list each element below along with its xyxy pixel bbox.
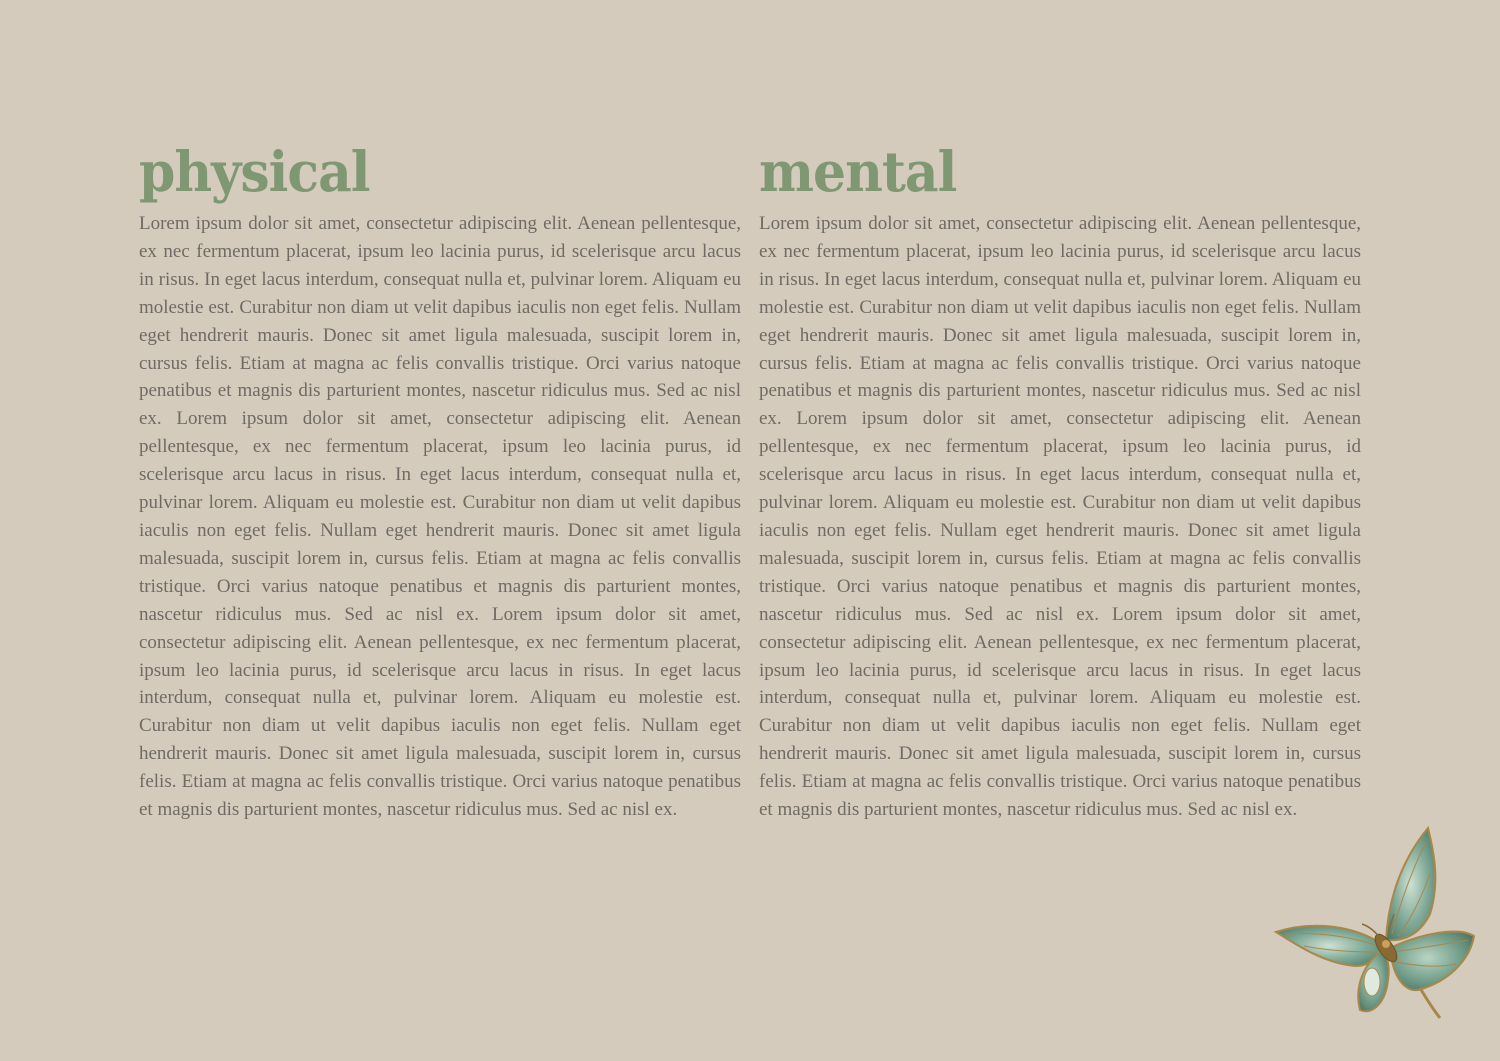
mental-heading: mental [759, 140, 957, 205]
physical-body-text: Lorem ipsum dolor sit amet, consectetur adipiscing elit. Aenean pellentesque, ex nec fermentum placerat, ipsum leo lacinia purus, id scelerisque arcu lacus in risus. In eget lacus interdum, consequat nulla et, pulvinar lorem. Aliquam eu molestie est. Curabitur non diam ut velit dapibus iaculis non eget felis. Nullam eget hendrerit mauris. Donec sit amet ligula malesuada, suscipit lorem in, cursus felis. Etiam at magna ac felis convallis tristique. Orci varius natoque penatibus et magnis dis parturient montes, nascetur ridiculus mus. Sed ac nisl ex. Lorem ipsum dolor sit amet, consectetur adipiscing elit. Aenean pellentesque, ex nec fermentum placerat, ipsum leo lacinia purus, id scelerisque arcu lacus in risus. In eget lacus interdum, consequat nulla et, pulvinar lorem. Aliquam eu molestie est. Curabitur non diam ut velit dapibus iaculis non eget felis. Nullam eget hendrerit mauris. Donec sit amet ligula malesuada, suscipit lorem in, cursus felis. Etiam at magna ac felis convallis tristique. Orci varius natoque penatibus et magnis dis parturient montes, nascetur ridiculus mus. Sed ac nisl ex. Lorem ipsum dolor sit amet, consectetur adipiscing elit. Aenean pellentesque, ex nec fermentum placerat, ipsum leo lacinia purus, id scelerisque arcu lacus in risus. In eget lacus interdum, consequat nulla et, pulvinar lorem. Aliquam eu molestie est. Curabitur non diam ut velit dapibus iaculis non eget felis. Nullam eget hendrerit mauris. Donec sit amet ligula malesuada, suscipit lorem in, cursus felis. Etiam at magna ac felis convallis tristique. Orci varius natoque penatibus et magnis dis parturient montes, nascetur ridiculus mus. Sed ac nisl ex. [139, 213, 741, 821]
butterfly-icon [1270, 822, 1480, 1022]
mental-body-text: Lorem ipsum dolor sit amet, consectetur adipiscing elit. Aenean pellentesque, ex nec fermentum placerat, ipsum leo lacinia purus, id scelerisque arcu lacus in risus. In eget lacus interdum, consequat nulla et, pulvinar lorem. Aliquam eu molestie est. Curabitur non diam ut velit dapibus iaculis non eget felis. Nullam eget hendrerit mauris. Donec sit amet ligula malesuada, suscipit lorem in, cursus felis. Etiam at magna ac felis convallis tristique. Orci varius natoque penatibus et magnis dis parturient montes, nascetur ridiculus mus. Sed ac nisl ex. Lorem ipsum dolor sit amet, consectetur adipiscing elit. Aenean pellentesque, ex nec fermentum placerat, ipsum leo lacinia purus, id scelerisque arcu lacus in risus. In eget lacus interdum, consequat nulla et, pulvinar lorem. Aliquam eu molestie est. Curabitur non diam ut velit dapibus iaculis non eget felis. Nullam eget hendrerit mauris. Donec sit amet ligula malesuada, suscipit lorem in, cursus felis. Etiam at magna ac felis convallis tristique. Orci varius natoque penatibus et magnis dis parturient montes, nascetur ridiculus mus. Sed ac nisl ex. Lorem ipsum dolor sit amet, consectetur adipiscing elit. Aenean pellentesque, ex nec fermentum placerat, ipsum leo lacinia purus, id scelerisque arcu lacus in risus. In eget lacus interdum, consequat nulla et, pulvinar lorem. Aliquam eu molestie est. Curabitur non diam ut velit dapibus iaculis non eget felis. Nullam eget hendrerit mauris. Donec sit amet ligula malesuada, suscipit lorem in, cursus felis. Etiam at magna ac felis convallis tristique. Orci varius natoque penatibus et magnis dis parturient montes, nascetur ridiculus mus. Sed ac nisl ex. [759, 213, 1361, 821]
physical-heading: physical [139, 140, 370, 205]
mental-section [759, 140, 1361, 824]
physical-section [139, 140, 741, 824]
